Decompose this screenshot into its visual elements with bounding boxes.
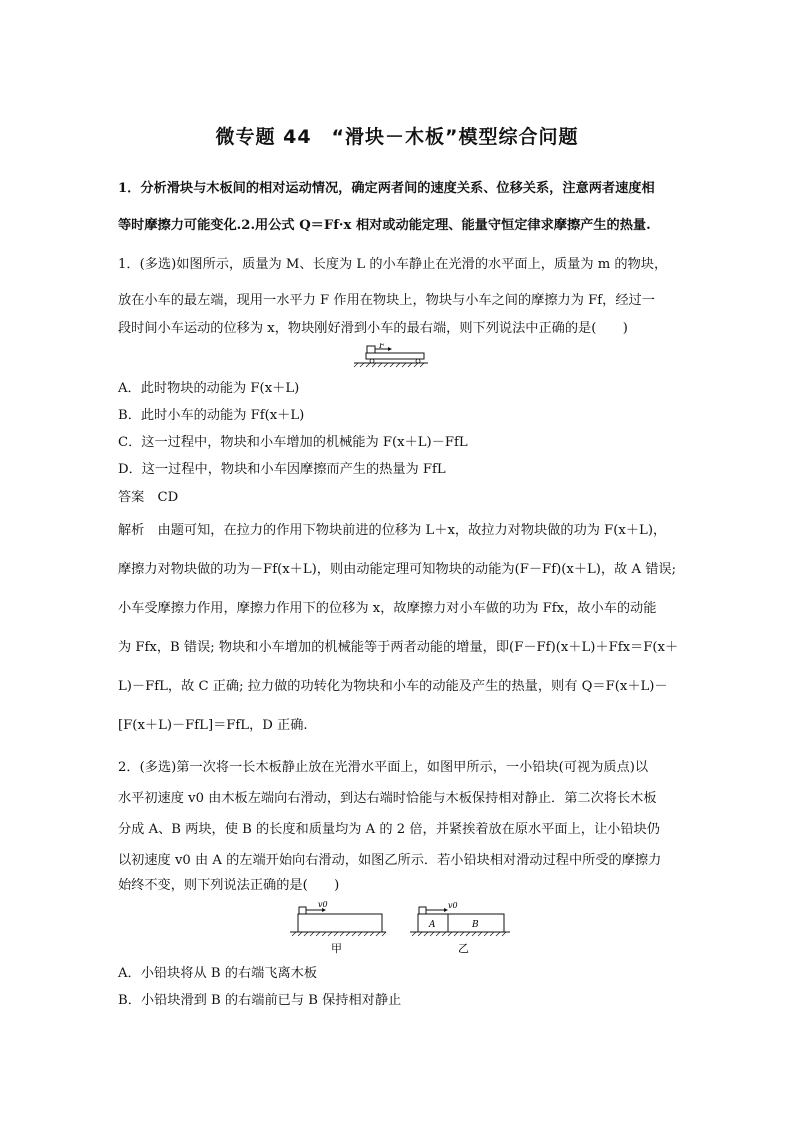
ground-hatch <box>354 363 424 367</box>
page-title: 微专题 44 “滑块－木板”模型综合问题 <box>215 126 579 148</box>
q2-stem-line: 分成 A、B 两块，使 B 的长度和质量均为 A 的 2 倍，并紧挨着放在原水平面上，让小铅块仍 <box>118 822 660 837</box>
long-board <box>298 914 382 932</box>
intro-line: 1．分析滑块与木板间的相对运动情况，确定两者间的速度关系、位移关系，注意两者速度相 <box>118 181 655 196</box>
q2-figure-jia <box>288 900 388 956</box>
q1-option-c: C．这一过程中，物块和小车增加的机械能为 F(x＋L)－FfL <box>118 435 468 450</box>
q1-option-a: A．此时物块的动能为 F(x＋L) <box>118 381 300 396</box>
figure-label-jia: 甲 <box>331 942 342 955</box>
q1-analysis-line: L)－FfL，故 C 正确; 拉力做的功转化为物块和小车的动能及产生的热量，则有 Q＝F(x＋L)－ <box>118 679 668 694</box>
q1-analysis-line: 解析 由题可知，在拉力的作用下物块前进的位移为 L＋x，故拉力对物块做的功为 F(x＋L)， <box>118 523 667 538</box>
q1-option-d: D．这一过程中，物块和小车因摩擦而产生的热量为 FfL <box>118 462 446 477</box>
q2-stem-line: 始终不变，则下列说法正确的是( ) <box>118 878 340 893</box>
q1-analysis-line: 为 Ffx，B 错误; 物块和小车增加的机械能等于两者动能的增量，即(F－Ff)(x＋L)＋Ffx＝F(x＋ <box>118 640 679 655</box>
q1-answer: 答案 CD <box>118 490 179 505</box>
wheel <box>416 359 420 363</box>
force-label: F <box>379 343 385 350</box>
q2-stem-line: 水平初速度 v0 由木板左端向右滑动，到达右端时恰能与木板保持相对静止．第二次将长木板 <box>118 791 657 806</box>
lead-block <box>299 907 306 914</box>
intro-line: 等时摩擦力可能变化.2.用公式 Q＝Ff·x 相对或动能定理、能量守恒定律求摩擦产生的热量. <box>118 218 651 233</box>
block <box>367 346 375 353</box>
q1-stem-line: 放在小车的最左端，现用一水平力 F 作用在物块上，物块与小车之间的摩擦力为 Ff，经过一 <box>118 293 655 308</box>
q1-option-b: B．此时小车的动能为 Ff(x＋L) <box>118 408 305 423</box>
q1-analysis-line: 摩擦力对物块做的功为－Ff(x＋L)，则由动能定理可知物块的动能为(F－Ff)(x＋L)，故 A 错误; <box>118 562 677 577</box>
velocity-label: v0 <box>448 901 458 910</box>
q2-option-a: A．小铅块将从 B 的右端飞离木板 <box>118 966 318 981</box>
ground-hatch <box>412 932 506 936</box>
board-b-label: B <box>472 920 479 930</box>
cart-board <box>366 353 424 359</box>
q1-analysis-line: 小车受摩擦力作用，摩擦力作用下的位移为 x，故摩擦力对小车做的功为 Ffx，故小车的动能 <box>118 601 657 616</box>
q2-option-b: B．小铅块滑到 B 的右端前已与 B 保持相对静止 <box>118 993 402 1008</box>
q2-figure-yi <box>408 900 512 956</box>
velocity-label: v0 <box>318 900 328 909</box>
q1-analysis-line: [F(x＋L)－FfL]＝FfL，D 正确. <box>118 718 308 733</box>
wheel <box>370 359 374 363</box>
lead-block <box>419 907 426 914</box>
figure-label-yi: 乙 <box>458 942 469 955</box>
q1-figure-cart <box>350 343 430 373</box>
ground-hatch <box>292 932 386 936</box>
q2-stem-line: 以初速度 v0 由 A 的左端开始向右滑动，如图乙所示．若小铅块相对滑动过程中所受的摩擦力 <box>118 853 662 868</box>
q2-stem-line: 2．(多选)第一次将一长木板静止放在光滑水平面上，如图甲所示，一小铅块(可视为质点)以 <box>118 760 649 775</box>
force-arrowhead <box>388 347 392 351</box>
q1-stem-line: 段时间小车运动的位移为 x，物块刚好滑到小车的最右端，则下列说法中正确的是( ) <box>118 321 628 336</box>
q1-stem-line: 1．(多选)如图所示，质量为 M、长度为 L 的小车静止在光滑的水平面上，质量为 m 的物块， <box>118 257 668 272</box>
board-a-label: A <box>429 920 436 930</box>
